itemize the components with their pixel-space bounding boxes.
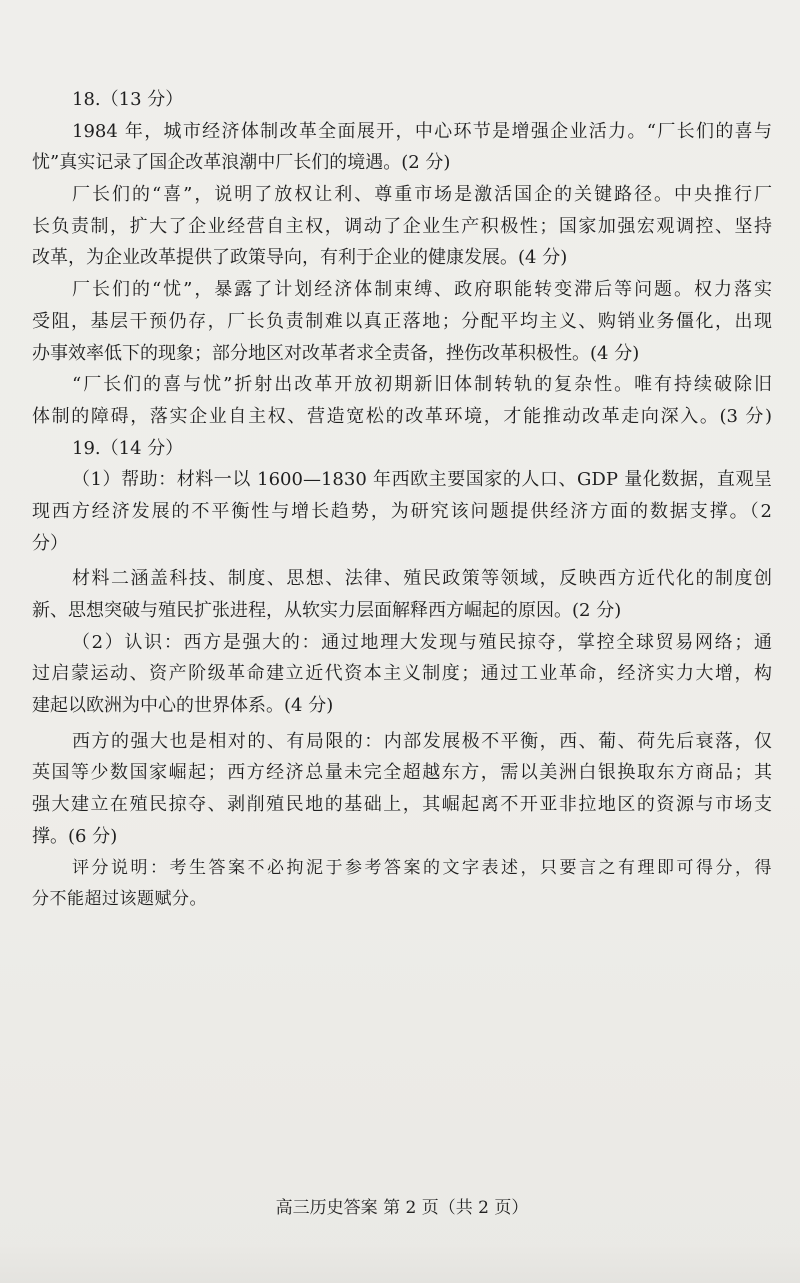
text-line: 西方的强大也是相对的、有局限的：内部发展极不平衡，西、葡、荷先后衰落，仅 xyxy=(72,730,772,752)
text-line: 新、思想突破与殖民扩张进程，从软实力层面解释西方崛起的原因。(2 分) xyxy=(32,600,622,621)
text-line: 材料二涵盖科技、制度、思想、法律、殖民政策等领域，反映西方近代化的制度创 xyxy=(72,568,772,590)
text-line: 长负责制，扩大了企业经营自主权，调动了企业生产积极性；国家加强宏观调控、坚持 xyxy=(32,215,772,237)
text-line: 厂长们的“忧”，暴露了计划经济体制束缚、政府职能转变滞后等问题。权力落实 xyxy=(72,279,772,301)
q19-paragraph-3 xyxy=(32,627,772,722)
text-line: （2）认识：西方是强大的：通过地理大发现与殖民掠夺，掌控全球贸易网络；通 xyxy=(72,631,772,653)
q18-paragraph-3 xyxy=(32,274,772,369)
text-line: 过启蒙运动、资产阶级革命建立近代资本主义制度；通过工业革命，经济实力大增，构 xyxy=(32,663,772,685)
page-edge-shade xyxy=(0,1243,800,1283)
page-footer: 高三历史答案 第 2 页（共 2 页） xyxy=(275,1198,529,1218)
text-line: 办事效率低下的现象；部分地区对改革者求全责备，挫伤改革积极性。(4 分) xyxy=(32,342,640,364)
text-line: （1）帮助：材料一以 1600—1830 年西欧主要国家的人口、GDP 量化数据，直观呈 xyxy=(72,469,772,491)
text-line: 改革，为企业改革提供了政策导向，有利于企业的健康发展。(4 分) xyxy=(32,247,568,269)
q18-paragraph-4 xyxy=(32,369,772,432)
q19-heading: 19.（14 分） xyxy=(72,437,184,459)
q19-paragraph-4 xyxy=(32,726,772,853)
text-line: 1984 年，城市经济体制改革全面展开，中心环节是增强企业活力。“厂长们的喜与 xyxy=(72,120,772,142)
text-line: 撑。(6 分) xyxy=(32,825,118,847)
q19-paragraph-2 xyxy=(32,563,772,626)
q18-paragraph-2 xyxy=(32,179,772,274)
q19-paragraph-1 xyxy=(32,464,772,559)
text-line: 英国等少数国家崛起；西方经济总量未完全超越东方，需以美洲白银换取东方商品；其 xyxy=(32,762,772,784)
text-line: 体制的障碍，落实企业自主权、营造宽松的改革环境，才能推动改革走向深入。(3 分) xyxy=(32,405,772,427)
text-line: 强大建立在殖民掠夺、剥削殖民地的基础上，其崛起离不开亚非拉地区的资源与市场支 xyxy=(32,794,772,816)
text-line: “厂长们的喜与忧”折射出改革开放初期新旧体制转轨的复杂性。唯有持续破除旧 xyxy=(72,374,772,396)
text-line: 现西方经济发展的不平衡性与增长趋势，为研究该问题提供经济方面的数据支撑。（2 xyxy=(32,500,772,522)
text-line: 厂长们的“喜”，说明了放权让利、尊重市场是激活国企的关键路径。中央推行厂 xyxy=(72,184,772,206)
text-line: 忧”真实记录了国企改革浪潮中厂长们的境遇。(2 分) xyxy=(32,152,451,174)
q18-paragraph-1 xyxy=(32,116,772,179)
text-line: 分不能超过该题赋分。 xyxy=(32,889,207,910)
text-line: 评分说明：考生答案不必拘泥于参考答案的文字表述，只要言之有理即可得分，得 xyxy=(72,857,772,878)
scoring-note xyxy=(32,853,772,916)
text-line: 分） xyxy=(32,532,68,554)
text-line: 建起以欧洲为中心的世界体系。(4 分) xyxy=(32,695,334,717)
answer-content xyxy=(32,84,772,916)
text-line: 受阻，基层干预仍存，厂长负责制难以真正落地；分配平均主义、购销业务僵化，出现 xyxy=(32,310,772,332)
q18-heading: 18.（13 分） xyxy=(72,89,184,110)
